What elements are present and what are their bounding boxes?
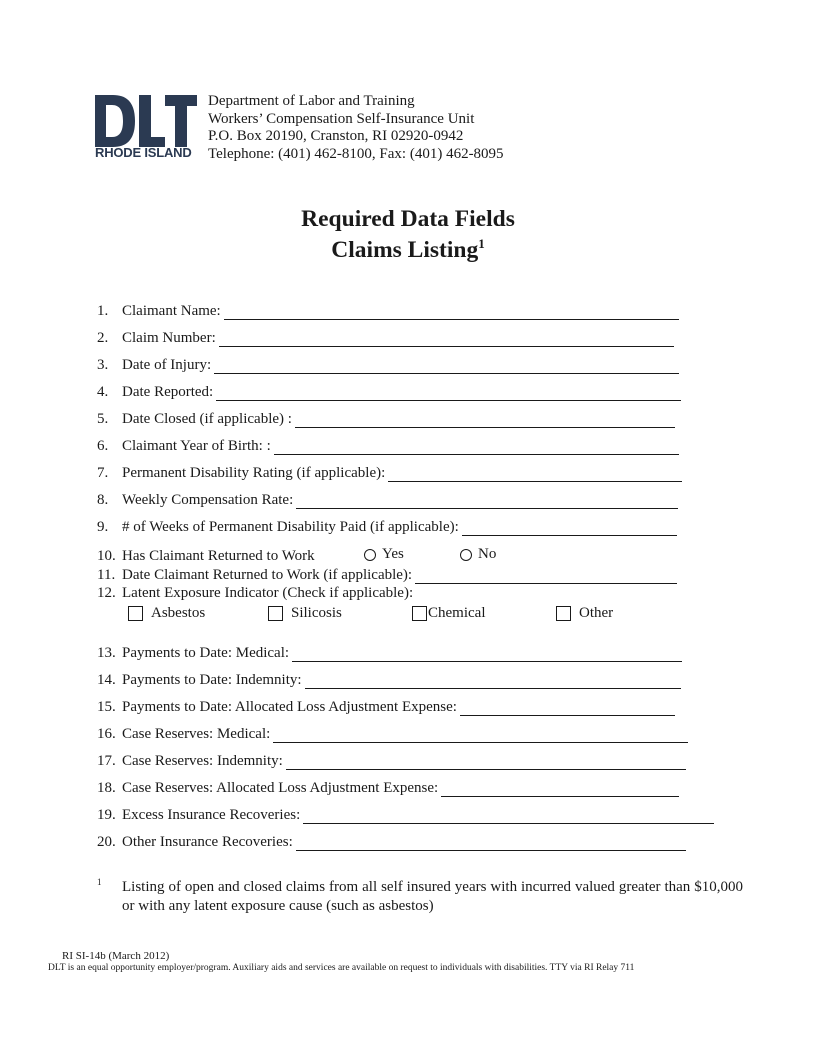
field-number: 1. [97, 303, 109, 319]
field-date-of-injury [97, 354, 679, 374]
field-number: 12. [97, 585, 116, 601]
permanent-disability-rating-input[interactable] [388, 467, 682, 482]
field-excess-insurance-recoveries [97, 804, 714, 824]
reserves-medical-input[interactable] [273, 728, 688, 743]
claimant-name-input[interactable] [224, 305, 679, 320]
agency-line: Telephone: (401) 462-8100, Fax: (401) 462-8095 [208, 145, 504, 162]
field-label: Date Reported: [122, 384, 214, 400]
dlt-logo [95, 95, 197, 165]
field-label: Has Claimant Returned to Work [122, 548, 315, 564]
checkbox-label: Other [579, 605, 614, 621]
field-number: 18. [97, 780, 116, 796]
checkbox-icon [412, 606, 427, 621]
reserves-indemnity-input[interactable] [286, 755, 686, 770]
field-number: 7. [97, 465, 109, 481]
field-weekly-compensation-rate [97, 489, 678, 509]
date-closed-input[interactable] [295, 413, 675, 428]
field-label: Case Reserves: Medical: [122, 726, 271, 742]
title-footnote-ref: 1 [478, 236, 485, 251]
date-of-injury-input[interactable] [214, 359, 679, 374]
field-number: 16. [97, 726, 116, 742]
field-claim-number [97, 327, 674, 347]
field-latent-exposure-indicator [97, 582, 413, 602]
claimant-year-of-birth-input[interactable] [274, 440, 679, 455]
field-number: 15. [97, 699, 116, 715]
field-label: Claim Number: [122, 330, 216, 346]
field-claimant-year-of-birth [97, 435, 679, 455]
field-payments-alae [97, 696, 675, 716]
title-line-1: Required Data Fields [301, 206, 515, 232]
field-date-closed [97, 408, 675, 428]
field-label: Case Reserves: Allocated Loss Adjustment Expense: [122, 780, 439, 796]
field-number: 14. [97, 672, 116, 688]
field-number: 20. [97, 834, 116, 850]
checkbox-icon [556, 606, 571, 621]
checkbox-icon [128, 606, 143, 621]
agency-address [208, 93, 504, 163]
page-subtitle [0, 237, 816, 264]
field-number: 11. [97, 567, 116, 583]
field-number: 8. [97, 492, 109, 508]
field-claimant-name [97, 300, 679, 320]
field-date-returned-to-work [97, 564, 677, 584]
field-label: Latent Exposure Indicator (Check if applicable): [122, 585, 414, 601]
field-label: Case Reserves: Indemnity: [122, 753, 283, 769]
field-number: 4. [97, 384, 109, 400]
field-payments-medical [97, 642, 682, 662]
reserves-alae-input[interactable] [441, 782, 679, 797]
field-label: Payments to Date: Medical: [122, 645, 290, 661]
field-number: 6. [97, 438, 109, 454]
checkbox-icon [268, 606, 283, 621]
field-number: 3. [97, 357, 109, 373]
field-returned-to-work [97, 545, 315, 565]
payments-medical-input[interactable] [292, 647, 682, 662]
other-checkbox[interactable] [556, 605, 613, 622]
field-label: Date of Injury: [122, 357, 212, 373]
field-label: Weekly Compensation Rate: [122, 492, 294, 508]
field-label: Payments to Date: Allocated Loss Adjustment Expense: [122, 699, 457, 715]
weekly-compensation-rate-input[interactable] [296, 494, 678, 509]
checkbox-label: Asbestos [151, 605, 206, 621]
field-number: 13. [97, 645, 116, 661]
logo-subtext: RHODE ISLAND [95, 145, 192, 160]
chemical-checkbox[interactable] [412, 605, 485, 622]
silicosis-checkbox[interactable] [268, 605, 342, 622]
field-label: Payments to Date: Indemnity: [122, 672, 302, 688]
agency-line: P.O. Box 20190, Cranston, RI 02920-0942 [208, 128, 464, 144]
excess-insurance-recoveries-input[interactable] [303, 809, 714, 824]
field-other-insurance-recoveries [97, 831, 686, 851]
asbestos-checkbox[interactable] [128, 605, 205, 622]
form-id: RI SI-14b (March 2012) [62, 950, 170, 962]
page-title [0, 206, 816, 233]
weeks-permanent-disability-paid-input[interactable] [462, 521, 677, 536]
payments-alae-input[interactable] [460, 701, 675, 716]
field-reserves-indemnity [97, 750, 686, 770]
field-number: 17. [97, 753, 116, 769]
field-label: # of Weeks of Permanent Disability Paid (if applicable): [122, 519, 459, 535]
field-weeks-permanent-disability-paid [97, 516, 677, 536]
field-label: Date Closed (if applicable) : [122, 411, 292, 427]
equal-opportunity-notice: DLT is an equal opportunity employer/program. Auxiliary aids and services are available on request to individuals with disabilities. TTY via RI Relay 711 [48, 963, 635, 973]
title-line-2: Claims Listing [331, 237, 479, 263]
payments-indemnity-input[interactable] [305, 674, 681, 689]
field-label: Excess Insurance Recoveries: [122, 807, 301, 823]
agency-line: Department of Labor and Training [208, 93, 415, 109]
claim-number-input[interactable] [219, 332, 674, 347]
field-permanent-disability-rating [97, 462, 682, 482]
field-number: 5. [97, 411, 109, 427]
field-number: 10. [97, 548, 116, 564]
field-label: Other Insurance Recoveries: [122, 834, 293, 850]
radio-label: Yes [382, 546, 404, 562]
dlt-logo-letters [95, 95, 197, 147]
radio-circle-icon [364, 549, 376, 561]
field-label: Claimant Name: [122, 303, 221, 319]
agency-line: Workers’ Compensation Self-Insurance Unit [208, 110, 475, 127]
radio-circle-icon [460, 549, 472, 561]
date-reported-input[interactable] [216, 386, 681, 401]
field-reserves-medical [97, 723, 688, 743]
field-date-reported [97, 381, 681, 401]
checkbox-label: Silicosis [291, 605, 342, 621]
field-number: 9. [97, 519, 109, 535]
field-label: Permanent Disability Rating (if applicable): [122, 465, 386, 481]
returned-to-work-no-radio[interactable] [460, 546, 496, 563]
date-returned-to-work-input[interactable] [415, 569, 677, 584]
radio-label: No [478, 546, 497, 562]
field-label: Claimant Year of Birth: : [122, 438, 271, 454]
field-label: Date Claimant Returned to Work (if applicable): [122, 567, 413, 583]
field-payments-indemnity [97, 669, 681, 689]
field-number: 2. [97, 330, 109, 346]
footnote-mark: 1 [97, 877, 102, 887]
footnote-text: Listing of open and closed claims from all self insured years with incurred valued greater than $10,000 or with any latent exposure cause (such as asbestos) [122, 879, 743, 914]
field-reserves-alae [97, 777, 679, 797]
returned-to-work-yes-radio[interactable] [364, 546, 404, 563]
other-insurance-recoveries-input[interactable] [296, 836, 686, 851]
checkbox-label: Chemical [428, 605, 486, 621]
field-number: 19. [97, 807, 116, 823]
